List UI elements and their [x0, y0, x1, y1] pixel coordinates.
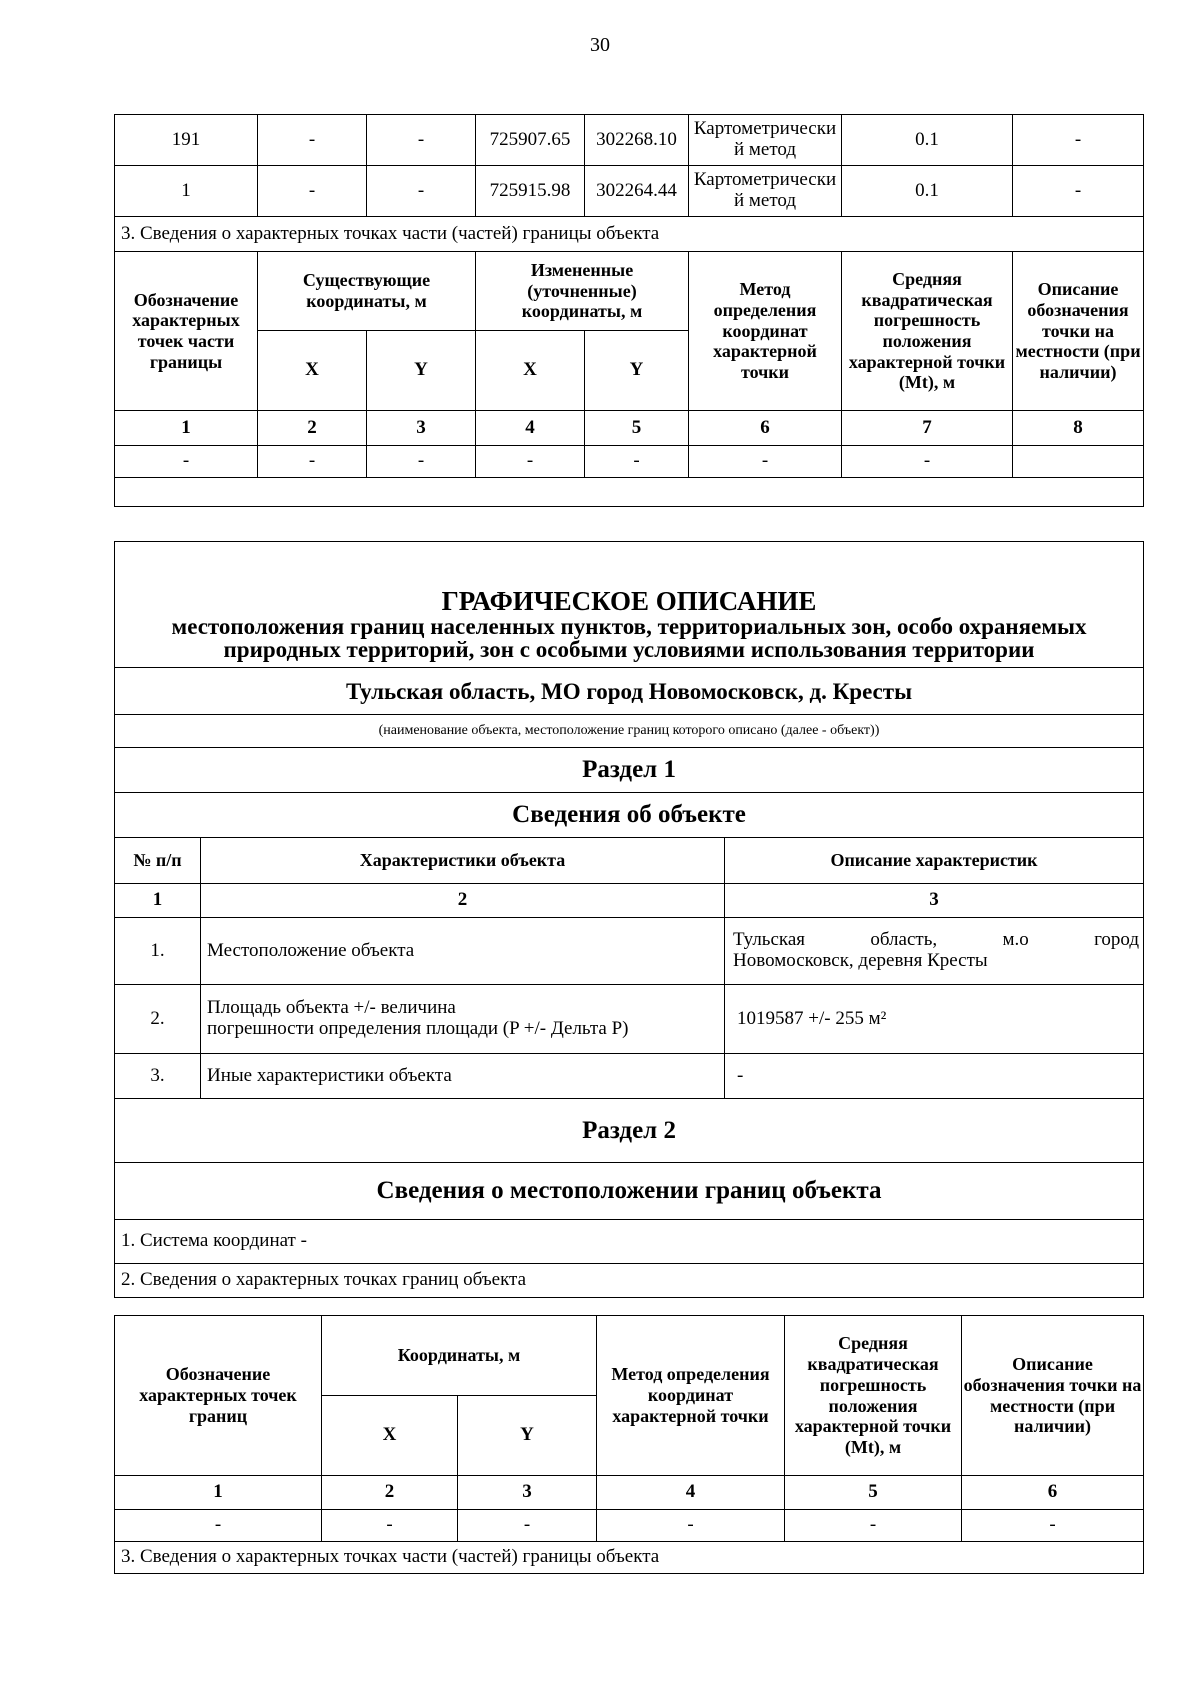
header-x: X [258, 331, 367, 411]
cell: 725907.65 [476, 115, 585, 166]
cell: - [476, 446, 585, 478]
cell: 302268.10 [585, 115, 689, 166]
table-row [115, 166, 1144, 217]
characteristic-name: Местоположение объекта [201, 918, 725, 985]
header-designation: Обозначение характерных точек части границы [115, 252, 258, 411]
name-line: погрешности определения площади (P +/- Дельта P) [207, 1018, 629, 1039]
method-cell: Картометрический метод [689, 166, 842, 217]
cell: 0.1 [842, 166, 1013, 217]
header-y: Y [458, 1396, 597, 1476]
col-number: 7 [842, 411, 1013, 446]
table-row [115, 115, 1144, 166]
page-number: 30 [590, 34, 610, 56]
col-number: 6 [962, 1476, 1144, 1510]
header-method: Метод определения координат характерной точки [597, 1316, 785, 1476]
characteristic-name: Иные характеристики объекта [201, 1054, 725, 1099]
cell: - [842, 446, 1013, 478]
coordinate-system: 1. Система координат - [115, 1220, 1144, 1264]
col-number: 1 [115, 411, 258, 446]
col-number: 6 [689, 411, 842, 446]
header-changed: Измененные (уточненные) координаты, м [476, 252, 689, 331]
header-existing: Существующие координаты, м [258, 252, 476, 331]
cell: - [1013, 115, 1144, 166]
characteristic-name [201, 985, 725, 1054]
cell: - [585, 446, 689, 478]
section-label: 3. Сведения о характерных точках части (частей) границы объекта [115, 1542, 1144, 1574]
cell: - [258, 115, 367, 166]
header-x: X [476, 331, 585, 411]
header-y: Y [367, 331, 476, 411]
header-mt: Средняя квадратическая погрешность положения характерной точки (Mt), м [785, 1316, 962, 1476]
cell: - [785, 1510, 962, 1542]
cell: - [258, 166, 367, 217]
characteristic-value: - [725, 1054, 1144, 1099]
point-cell: 1 [115, 166, 258, 217]
table-row [115, 985, 1144, 1054]
col-number: 5 [585, 411, 689, 446]
col-number: 4 [597, 1476, 785, 1510]
col-number: 1 [115, 884, 201, 918]
header-num: № п/п [115, 838, 201, 884]
col-number: 1 [115, 1476, 322, 1510]
table-row [115, 918, 1144, 985]
col-number: 2 [322, 1476, 458, 1510]
header-designation: Обозначение характерных точек границ [115, 1316, 322, 1476]
cell: 302264.44 [585, 166, 689, 217]
cell: - [597, 1510, 785, 1542]
cell: - [322, 1510, 458, 1542]
cell: - [689, 446, 842, 478]
empty-row [115, 478, 1144, 507]
header-x: X [322, 1396, 458, 1476]
cell: - [962, 1510, 1144, 1542]
section2-heading: Раздел 2 [115, 1099, 1144, 1163]
cell: - [458, 1510, 597, 1542]
cell: 0.1 [842, 115, 1013, 166]
column-numbers-row [115, 411, 1144, 446]
col-number: 3 [367, 411, 476, 446]
cell: - [115, 1510, 322, 1542]
section-label: 3. Сведения о характерных точках части (частей) границы объекта [115, 217, 1144, 252]
location-note: (наименование объекта, местоположение границ которого описано (далее - объект)) [115, 715, 1144, 748]
table-row [115, 446, 1144, 478]
cell: - [367, 115, 476, 166]
characteristic-value: 1019587 +/- 255 м² [725, 985, 1144, 1054]
characteristic-value [725, 918, 1144, 985]
value-line: Новомосковск, деревня Кресты [733, 950, 988, 971]
header-desc: Описание обозначения точки на местности (при наличии) [1013, 252, 1144, 411]
col-number: 3 [458, 1476, 597, 1510]
name-line: Площадь объекта +/- величина [207, 997, 456, 1019]
section2-title: Сведения о местоположении границ объекта [115, 1163, 1144, 1220]
col-number: 2 [201, 884, 725, 918]
col-number: 8 [1013, 411, 1144, 446]
header-characteristics: Характеристики объекта [201, 838, 725, 884]
header-mt: Средняя квадратическая погрешность положения характерной точки (Mt), м [842, 252, 1013, 411]
cell: 725915.98 [476, 166, 585, 217]
header-method: Метод определения координат характерной точки [689, 252, 842, 411]
document-title: ГРАФИЧЕСКОЕ ОПИСАНИЕ [441, 586, 817, 616]
cell: - [1013, 166, 1144, 217]
header-desc: Описание обозначения точки на местности (при наличии) [962, 1316, 1144, 1476]
col-number: 5 [785, 1476, 962, 1510]
header-y: Y [585, 331, 689, 411]
col-number: 3 [725, 884, 1144, 918]
col-number: 4 [476, 411, 585, 446]
cell: - [258, 446, 367, 478]
document-subtitle: местоположения границ населенных пунктов, территориальных зон, особо охраняемых природных территорий, зон с особыми условиями использования территории [171, 614, 1087, 662]
part-boundary-table [114, 114, 1144, 507]
points-label: 2. Сведения о характерных точках границ объекта [115, 1264, 1144, 1298]
cell [1013, 446, 1144, 478]
boundary-points-table [114, 1315, 1144, 1574]
row-number: 1. [115, 918, 201, 985]
graphic-description-table [114, 541, 1144, 1298]
table-row [115, 1510, 1144, 1542]
cell: - [367, 166, 476, 217]
section1-title: Сведения об объекте [115, 793, 1144, 838]
column-numbers-row [115, 1476, 1144, 1510]
object-location: Тульская область, МО город Новомосковск, д. Кресты [115, 668, 1144, 715]
header-description: Описание характеристик [725, 838, 1144, 884]
table-row [115, 1054, 1144, 1099]
value-line: Тульская область, м.о город [733, 929, 1140, 951]
point-cell: 191 [115, 115, 258, 166]
row-number: 2. [115, 985, 201, 1054]
col-number: 2 [258, 411, 367, 446]
cell: - [367, 446, 476, 478]
cell: - [115, 446, 258, 478]
section1-heading: Раздел 1 [115, 748, 1144, 793]
method-cell: Картометрический метод [689, 115, 842, 166]
row-number: 3. [115, 1054, 201, 1099]
header-coords: Координаты, м [322, 1316, 597, 1396]
